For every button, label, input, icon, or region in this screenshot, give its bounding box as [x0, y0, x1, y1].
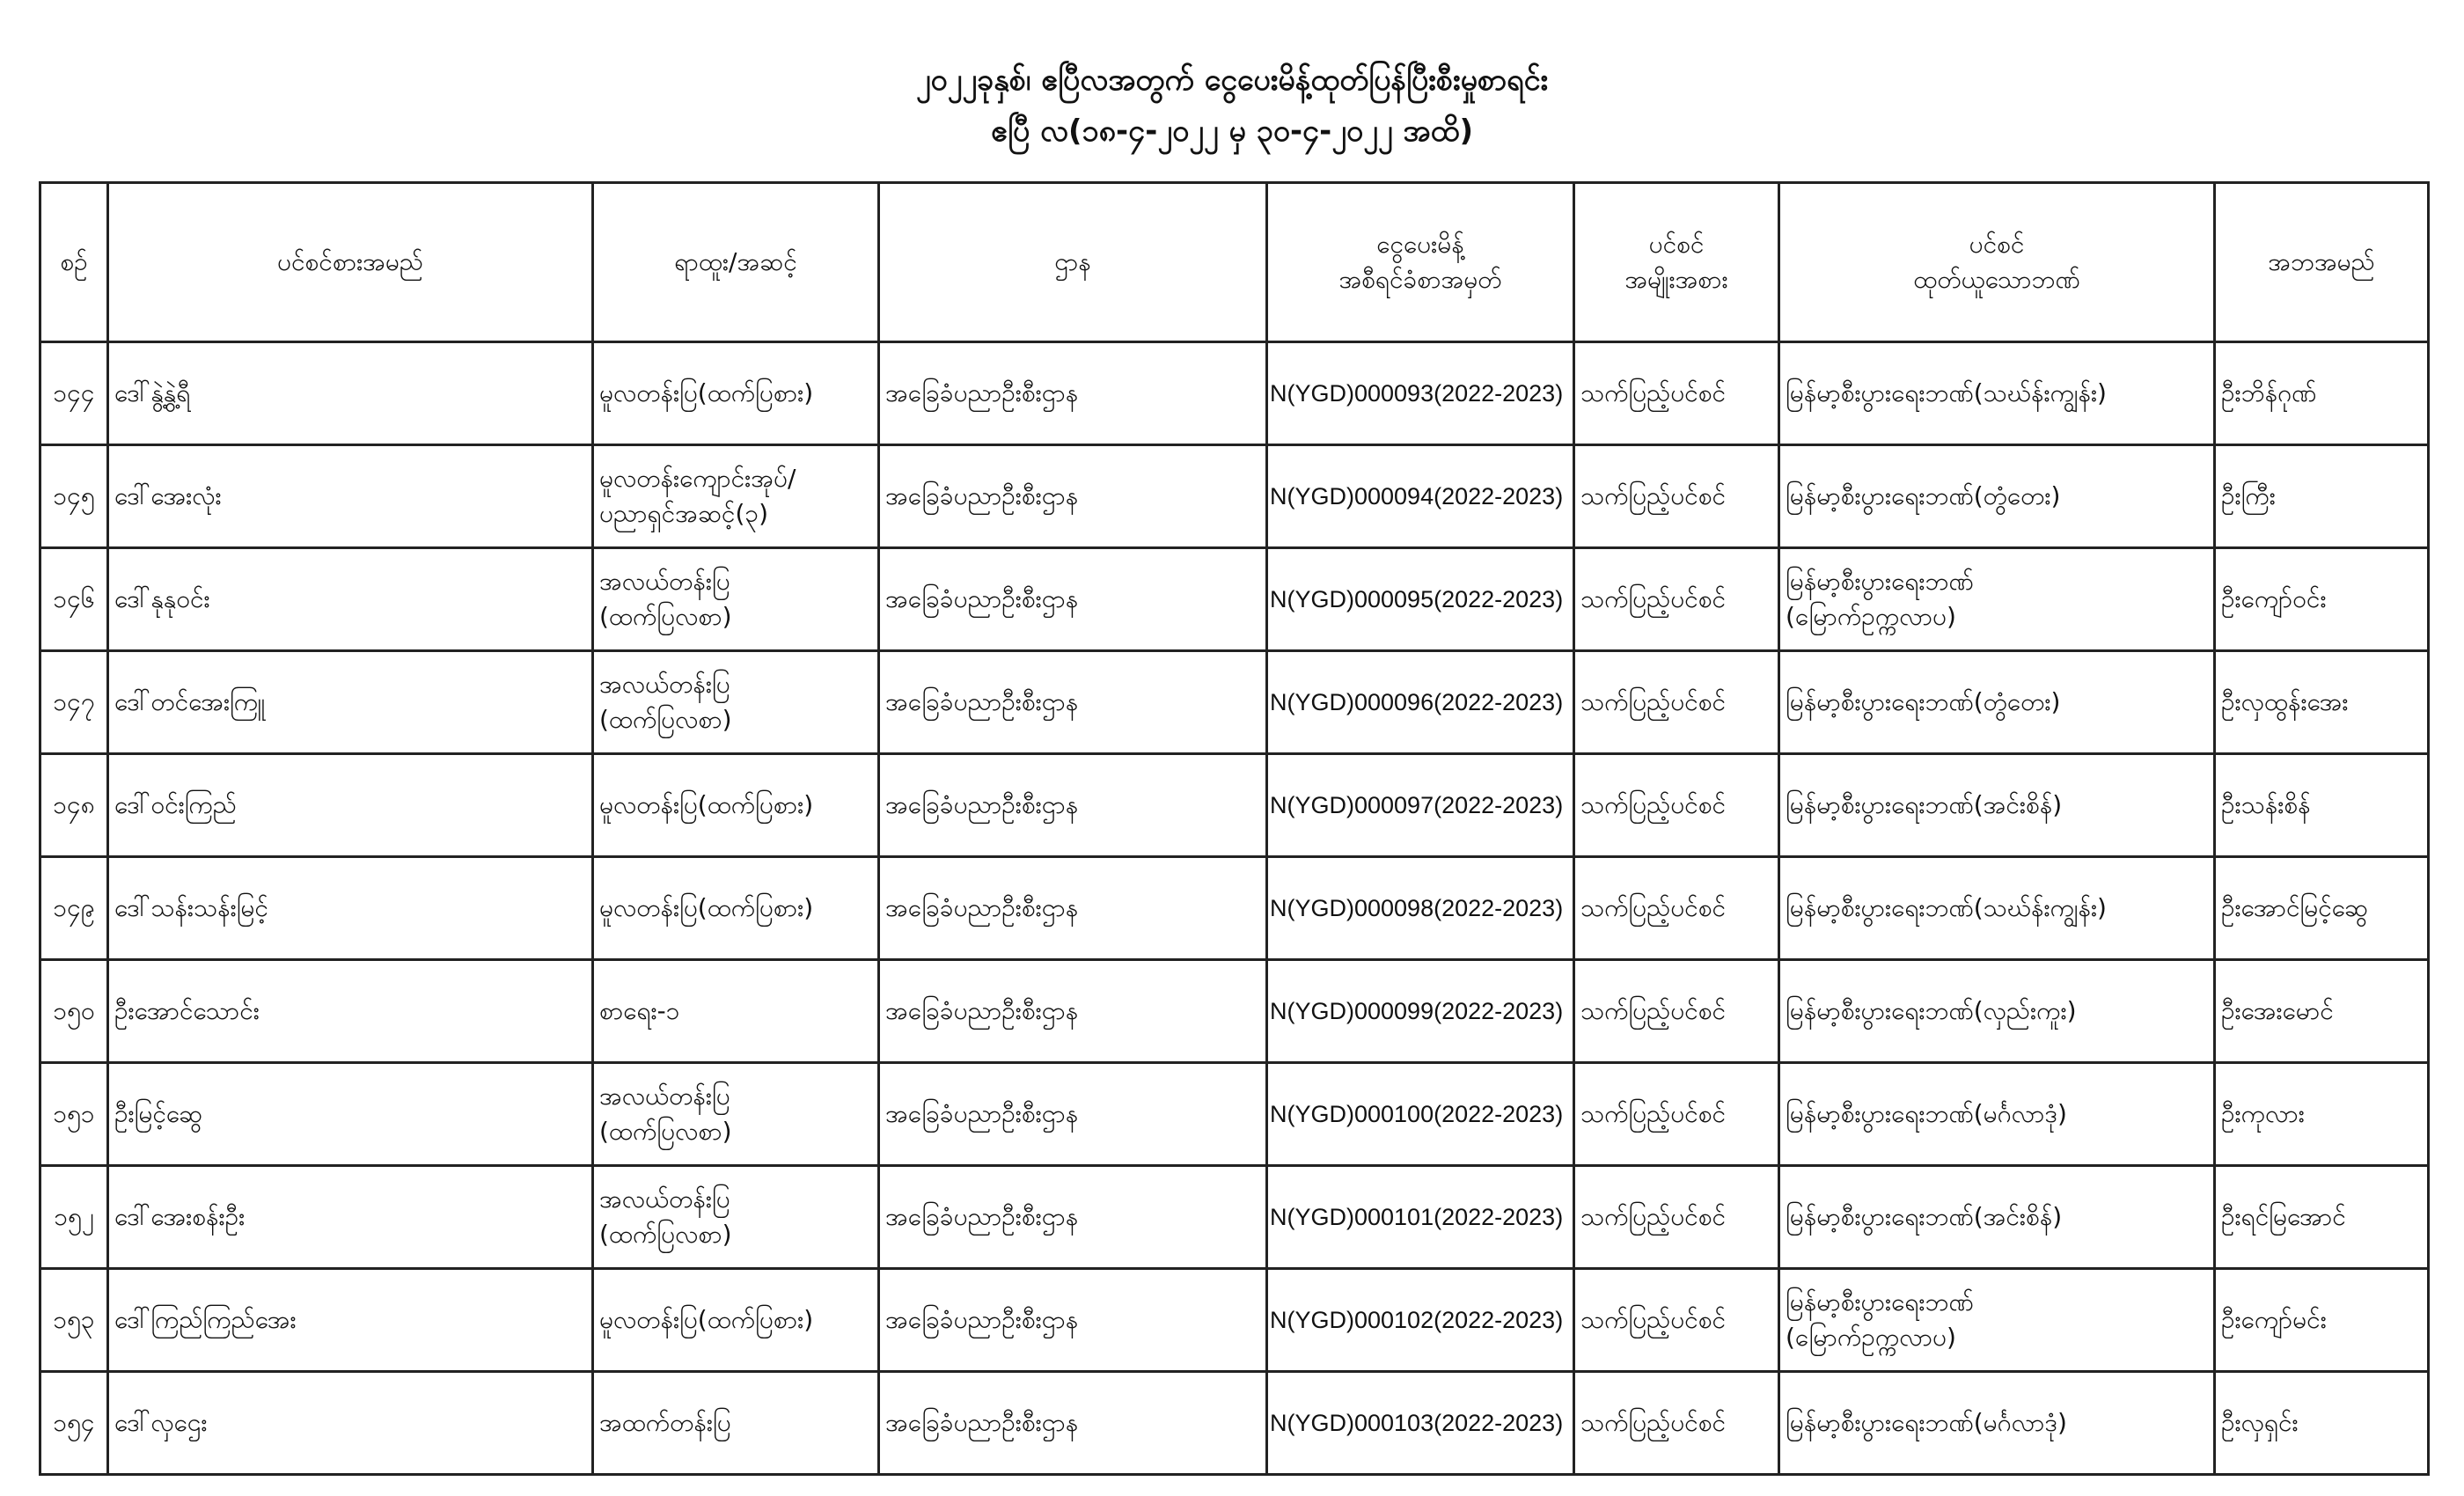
- cell-name: ဒေါ်နုနုဝင်း: [108, 548, 593, 651]
- cell-no: ၁၄၅: [40, 445, 108, 548]
- col-header-department: ဌာန: [879, 183, 1267, 342]
- cell-bank-line1: မြန်မာ့စီးပွားရေးဘဏ်: [1786, 1287, 1974, 1316]
- cell-rank: [593, 960, 879, 1063]
- cell-bank: [1779, 445, 2215, 548]
- cell-department: အခြေခံပညာဦးစီးဌာန: [879, 342, 1267, 445]
- cell-no: ၁၄၉: [40, 857, 108, 960]
- cell-no: ၁၄၇: [40, 651, 108, 754]
- cell-name: ဒေါ်လှဌေး: [108, 1372, 593, 1475]
- col-header-type-line1: ပင်စင်: [1648, 230, 1705, 259]
- cell-bank: [1779, 1269, 2215, 1372]
- cell-registry: N(YGD)000094(2022-2023): [1267, 445, 1574, 548]
- cell-no: ၁၅၀: [40, 960, 108, 1063]
- cell-registry: N(YGD)000095(2022-2023): [1267, 548, 1574, 651]
- cell-registry: N(YGD)000100(2022-2023): [1267, 1063, 1574, 1166]
- cell-type: သက်ပြည့်ပင်စင်: [1574, 1063, 1779, 1166]
- cell-rank-line1: အလယ်တန်းပြ: [599, 567, 730, 596]
- cell-rank: [593, 1372, 879, 1475]
- cell-rank-line1: မူလတန်းပြ(ထက်ပြစား): [599, 1305, 814, 1334]
- cell-name: ဒေါ်ဝင်းကြည်: [108, 754, 593, 857]
- cell-rank: [593, 754, 879, 857]
- cell-bank: [1779, 342, 2215, 445]
- cell-rank: [593, 651, 879, 754]
- cell-bank: [1779, 857, 2215, 960]
- cell-department: အခြေခံပညာဦးစီးဌာန: [879, 857, 1267, 960]
- cell-rank-line2: ပညာရှင်အဆင့်(၃): [599, 499, 769, 528]
- cell-department: အခြေခံပညာဦးစီးဌာန: [879, 548, 1267, 651]
- cell-father: ဦးလှရှင်း: [2215, 1372, 2429, 1475]
- cell-father: ဦးသန်းစိန်: [2215, 754, 2429, 857]
- col-header-no: စဉ်: [40, 183, 108, 342]
- cell-rank: [593, 342, 879, 445]
- cell-rank: [593, 1063, 879, 1166]
- cell-rank: [593, 548, 879, 651]
- cell-name: ဒေါ်ကြည်ကြည်အေး: [108, 1269, 593, 1372]
- cell-no: ၁၅၁: [40, 1063, 108, 1166]
- document-title: [0, 55, 2464, 157]
- cell-father: ဦးဘိန်ဂုဏ်: [2215, 342, 2429, 445]
- cell-bank-line1: မြန်မာ့စီးပွားရေးဘဏ်(လှည်းကူး): [1786, 996, 2077, 1025]
- cell-rank: [593, 857, 879, 960]
- col-header-registry-line1: ငွေပေးမိန့်: [1376, 230, 1464, 259]
- cell-registry: N(YGD)000099(2022-2023): [1267, 960, 1574, 1063]
- cell-registry: N(YGD)000093(2022-2023): [1267, 342, 1574, 445]
- cell-bank-line1: မြန်မာ့စီးပွားရေးဘဏ်(အင်းစိန်): [1786, 1202, 2063, 1231]
- cell-father: ဦးကျော်မင်း: [2215, 1269, 2429, 1372]
- col-header-type: [1574, 183, 1779, 342]
- cell-rank-line1: မူလတန်းကျောင်းအုပ်/: [599, 464, 796, 493]
- cell-rank-line2: (ထက်ပြလစာ): [599, 602, 732, 631]
- cell-rank-line2: (ထက်ပြလစာ): [599, 705, 732, 734]
- cell-bank-line1: မြန်မာ့စီးပွားရေးဘဏ်(တွံတေး): [1786, 687, 2061, 716]
- cell-father: ဦးကုလား: [2215, 1063, 2429, 1166]
- table-row: [40, 342, 2429, 445]
- col-header-registry: [1267, 183, 1574, 342]
- cell-registry: N(YGD)000096(2022-2023): [1267, 651, 1574, 754]
- cell-bank: [1779, 960, 2215, 1063]
- table-row: [40, 1269, 2429, 1372]
- cell-type: သက်ပြည့်ပင်စင်: [1574, 651, 1779, 754]
- cell-department: အခြေခံပညာဦးစီးဌာန: [879, 1166, 1267, 1269]
- table-row: [40, 1063, 2429, 1166]
- cell-type: သက်ပြည့်ပင်စင်: [1574, 445, 1779, 548]
- cell-department: အခြေခံပညာဦးစီးဌာန: [879, 1372, 1267, 1475]
- col-header-rank: ရာထူး/အဆင့်: [593, 183, 879, 342]
- table-body: [40, 342, 2429, 1475]
- cell-type: သက်ပြည့်ပင်စင်: [1574, 1269, 1779, 1372]
- cell-rank-line1: အလယ်တန်းပြ: [599, 1082, 730, 1111]
- title-line-2: ဧပြီ လ(၁၈-၄-၂၀၂၂ မှ ၃၀-၄-၂၀၂၂ အထိ): [991, 114, 1473, 149]
- cell-bank-line1: မြန်မာ့စီးပွားရေးဘဏ်(သဃ်န်းကျွန်း): [1786, 893, 2107, 922]
- cell-no: ၁၄၄: [40, 342, 108, 445]
- cell-rank-line1: မူလတန်းပြ(ထက်ပြစား): [599, 790, 814, 819]
- table-row: [40, 445, 2429, 548]
- pension-register-table: [39, 181, 2430, 1476]
- cell-bank-line1: မြန်မာ့စီးပွားရေးဘဏ်: [1786, 567, 1974, 596]
- cell-bank: [1779, 548, 2215, 651]
- table-row: [40, 960, 2429, 1063]
- cell-rank-line1: စာရေး-၁: [599, 996, 680, 1025]
- cell-rank: [593, 1269, 879, 1372]
- cell-bank: [1779, 1063, 2215, 1166]
- cell-department: အခြေခံပညာဦးစီးဌာန: [879, 1269, 1267, 1372]
- cell-type: သက်ပြည့်ပင်စင်: [1574, 1166, 1779, 1269]
- cell-bank-line2: (မြောက်ဥက္ကလာပ): [1786, 1323, 1956, 1352]
- cell-bank-line2: (မြောက်ဥက္ကလာပ): [1786, 602, 1956, 631]
- table-header-row: [40, 183, 2429, 342]
- table-row: [40, 1372, 2429, 1475]
- cell-father: ဦးကြီး: [2215, 445, 2429, 548]
- cell-name: ဒေါ်သန်းသန်းမြင့်: [108, 857, 593, 960]
- title-line-1: ၂၀၂၂ခုနှစ်၊ ဧပြီလအတွက် ငွေပေးမိန့်ထုတ်ပြန်ပြီးစီးမှုစာရင်း: [915, 62, 1549, 98]
- cell-department: အခြေခံပညာဦးစီးဌာန: [879, 445, 1267, 548]
- col-header-father: အဘအမည်: [2215, 183, 2429, 342]
- cell-rank-line1: အထက်တန်းပြ: [599, 1408, 731, 1437]
- cell-type: သက်ပြည့်ပင်စင်: [1574, 857, 1779, 960]
- cell-no: ၁၅၄: [40, 1372, 108, 1475]
- cell-father: ဦးလှထွန်းအေး: [2215, 651, 2429, 754]
- cell-rank-line1: အလယ်တန်းပြ: [599, 670, 730, 699]
- col-header-bank-line1: ပင်စင်: [1969, 230, 2025, 259]
- cell-registry: N(YGD)000103(2022-2023): [1267, 1372, 1574, 1475]
- cell-rank-line2: (ထက်ပြလစာ): [599, 1220, 732, 1249]
- cell-rank-line2: (ထက်ပြလစာ): [599, 1117, 732, 1146]
- cell-registry: N(YGD)000101(2022-2023): [1267, 1166, 1574, 1269]
- cell-bank-line1: မြန်မာ့စီးပွားရေးဘဏ်(သဃ်န်းကျွန်း): [1786, 378, 2107, 407]
- col-header-type-line2: အမျိုးအစား: [1624, 265, 1728, 294]
- cell-bank: [1779, 1372, 2215, 1475]
- cell-rank-line1: မူလတန်းပြ(ထက်ပြစား): [599, 893, 814, 922]
- cell-name: ဒေါ်အေးစန်းဦး: [108, 1166, 593, 1269]
- cell-rank: [593, 1166, 879, 1269]
- cell-bank: [1779, 754, 2215, 857]
- table-row: [40, 651, 2429, 754]
- table-row: [40, 754, 2429, 857]
- table-row: [40, 548, 2429, 651]
- cell-type: သက်ပြည့်ပင်စင်: [1574, 960, 1779, 1063]
- cell-no: ၁၅၂: [40, 1166, 108, 1269]
- cell-father: ဦးရင်မြအောင်: [2215, 1166, 2429, 1269]
- cell-name: ဦးမြင့်ဆွေ: [108, 1063, 593, 1166]
- cell-type: သက်ပြည့်ပင်စင်: [1574, 548, 1779, 651]
- cell-department: အခြေခံပညာဦးစီးဌာန: [879, 651, 1267, 754]
- cell-type: သက်ပြည့်ပင်စင်: [1574, 342, 1779, 445]
- col-header-registry-line2: အစီရင်ခံစာအမှတ်: [1338, 265, 1502, 294]
- cell-department: အခြေခံပညာဦးစီးဌာန: [879, 1063, 1267, 1166]
- cell-registry: N(YGD)000097(2022-2023): [1267, 754, 1574, 857]
- table-row: [40, 857, 2429, 960]
- cell-bank-line1: မြန်မာ့စီးပွားရေးဘဏ်(မင်္ဂလာဒုံ): [1786, 1099, 2067, 1128]
- cell-bank-line1: မြန်မာ့စီးပွားရေးဘဏ်(တွံတေး): [1786, 481, 2061, 510]
- cell-bank-line1: မြန်မာ့စီးပွားရေးဘဏ်(မင်္ဂလာဒုံ): [1786, 1408, 2067, 1437]
- cell-bank: [1779, 651, 2215, 754]
- cell-registry: N(YGD)000098(2022-2023): [1267, 857, 1574, 960]
- cell-name: ဒေါ်တင်အေးကြူ: [108, 651, 593, 754]
- cell-bank: [1779, 1166, 2215, 1269]
- cell-father: ဦးအေးမောင်: [2215, 960, 2429, 1063]
- cell-bank-line1: မြန်မာ့စီးပွားရေးဘဏ်(အင်းစိန်): [1786, 790, 2063, 819]
- cell-no: ၁၄၈: [40, 754, 108, 857]
- col-header-name: ပင်စင်စားအမည်: [108, 183, 593, 342]
- col-header-bank: [1779, 183, 2215, 342]
- cell-rank-line1: အလယ်တန်းပြ: [599, 1184, 730, 1214]
- cell-department: အခြေခံပညာဦးစီးဌာန: [879, 960, 1267, 1063]
- cell-name: ဒေါ်အေးလုံး: [108, 445, 593, 548]
- cell-name: ဒေါ်နွဲ့နွဲ့ရီ: [108, 342, 593, 445]
- table-row: [40, 1166, 2429, 1269]
- cell-no: ၁၄၆: [40, 548, 108, 651]
- cell-name: ဦးအောင်သောင်း: [108, 960, 593, 1063]
- cell-type: သက်ပြည့်ပင်စင်: [1574, 1372, 1779, 1475]
- cell-father: ဦးအောင်မြင့်ဆွေ: [2215, 857, 2429, 960]
- cell-father: ဦးကျော်ဝင်း: [2215, 548, 2429, 651]
- cell-type: သက်ပြည့်ပင်စင်: [1574, 754, 1779, 857]
- cell-rank: [593, 445, 879, 548]
- cell-rank-line1: မူလတန်းပြ(ထက်ပြစား): [599, 378, 814, 407]
- cell-no: ၁၅၃: [40, 1269, 108, 1372]
- cell-registry: N(YGD)000102(2022-2023): [1267, 1269, 1574, 1372]
- col-header-bank-line2: ထုတ်ယူသောဘဏ်: [1913, 265, 2080, 294]
- cell-department: အခြေခံပညာဦးစီးဌာန: [879, 754, 1267, 857]
